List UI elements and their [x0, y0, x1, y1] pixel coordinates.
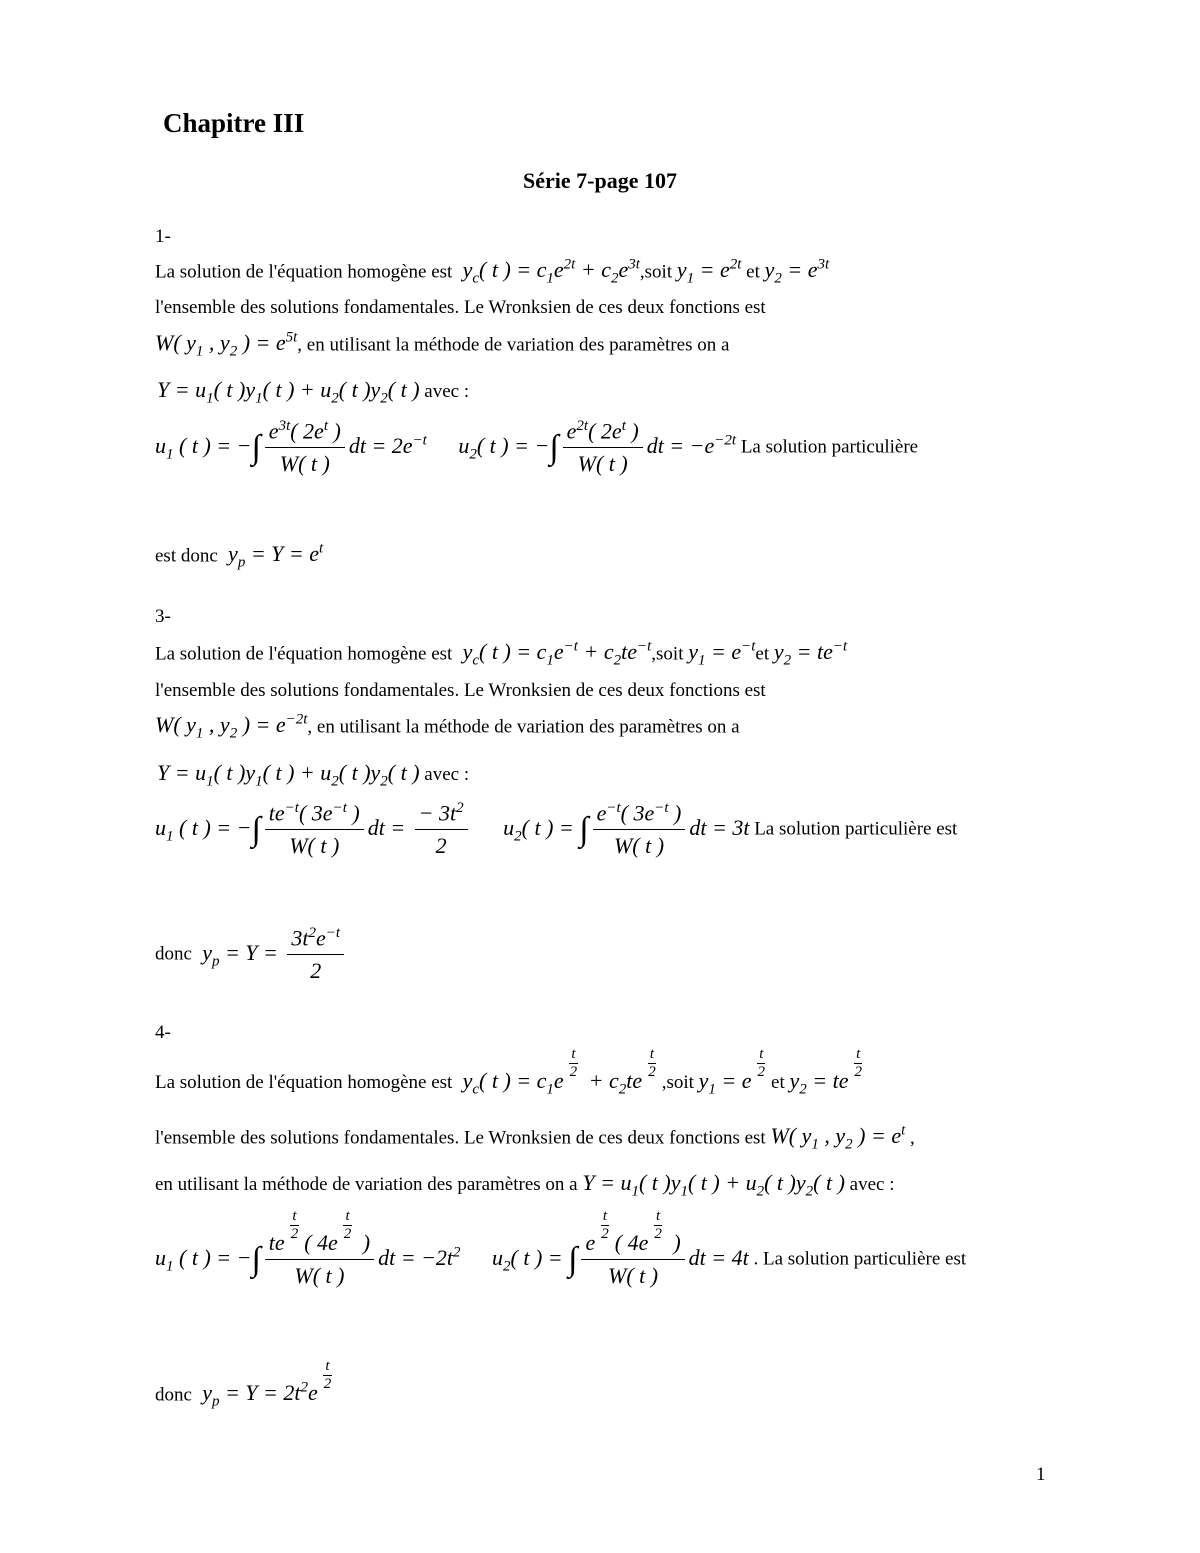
ex4-method-text: en utilisant la méthode de variation des paramètres on a [155, 1174, 578, 1195]
ex4-wronskian: W( $y_1$ , $y_2$ ) = $e^t$ [770, 1123, 906, 1153]
ex3-avec: avec : [424, 764, 470, 785]
exercise-3-line-4 [157, 760, 469, 790]
ex3-donc: donc [155, 943, 192, 965]
ex4-u2-formula: $u_2$( t ) = ∫ e $\frac{t}{2}$ ( 4e $\frac{t}{2}$ ) W( t ) dt = 4t [492, 1208, 749, 1288]
ex1-y1-formula: $y_1 = e^{2t}$ [676, 257, 742, 287]
exercise-3-number: 3- [155, 606, 171, 627]
ex4-y1-formula: $y_1 = e$ $\frac{t}{2}$ [698, 1046, 766, 1098]
page-number: 1 [1036, 1464, 1046, 1485]
ex4-particular-text: . La solution particulière est [753, 1248, 967, 1270]
ex1-u2-formula: $u_2$( t ) = −∫ $\frac{e^{2t}( 2e^t )}{W( t )}$ dt = $-e^{-2t}$ [458, 418, 737, 477]
ex1-Y-formula: $Y = u_1$( t )$y_1$( t ) + $u_2$( t )$y_2$( t ) [157, 377, 420, 407]
ex4-et: et [771, 1072, 785, 1093]
exercise-3-result [155, 925, 348, 984]
ex3-method-text: , en utilisant la méthode de variation des paramètres on a [307, 716, 740, 738]
exercise-3-integrals [155, 800, 957, 859]
exercise-4-line-2: l'ensemble des solutions fondamentales. Le Wronksien de ces deux fonctions est W( $y_1$ , $y_2$ ) = $e^t$ , [155, 1123, 915, 1153]
chapter-title: Chapitre III [163, 108, 305, 138]
ex4-u1-formula: $u_1$ ( t ) = −∫ te $\frac{t}{2}$ ( 4e $\frac{t}{2}$ ) W( t ) dt = $-2t^2$ [155, 1208, 461, 1288]
exercise-1-line-2: l'ensemble des solutions fondamentales. Le Wronksien de ces deux fonctions est [155, 297, 766, 318]
exercise-1-line-1 [155, 257, 829, 288]
exercise-1-line-3 [155, 330, 729, 361]
ex3-particular-text: La solution particulière est [754, 818, 958, 840]
ex1-y2-formula: $y_2 = e^{3t}$ [764, 257, 830, 287]
ex3-Y-formula: $Y = u_1$( t )$y_1$( t ) + $u_2$( t )$y_2$( t ) [157, 760, 420, 790]
ex3-homog-text: La solution de l'équation homogène est [155, 643, 453, 665]
ex4-y2-formula: $y_2$ = te $\frac{t}{2}$ [789, 1046, 862, 1098]
exercise-4-number: 4- [155, 1022, 171, 1043]
ex3-soit: ,soit [651, 643, 684, 665]
ex4-donc: donc [155, 1384, 192, 1406]
series-title-text: Série 7-page 107 [523, 168, 677, 193]
exercise-3-line-1 [155, 639, 847, 670]
ex3-u2-formula: $u_2$( t ) = ∫ $\frac{e^{-t}( 3e^{-t} )}{W( t )}$ dt = 3t [503, 800, 750, 859]
exercise-3-line-3 [155, 712, 740, 743]
ex4-homog-text: La solution de l'équation homogène est [155, 1072, 453, 1093]
series-title [0, 168, 1200, 194]
ex1-et: et [746, 261, 760, 283]
ex3-wronskian: W( $y_1$ , $y_2$ ) = $e^{-2t}$ [155, 712, 308, 742]
ex1-avec: avec : [424, 381, 470, 402]
ex1-wronskian: W( $y_1$ , $y_2$ ) = $e^{5t}$ [155, 330, 298, 360]
exercise-1-result [155, 541, 323, 572]
ex1-particular-text: La solution particulière [740, 436, 919, 458]
ex1-yp-formula: $y_p = Y = e^t$ [222, 541, 324, 571]
ex4-yp-formula: $y_p = Y = 2t^2e$ $\frac{t}{2}$ [196, 1358, 332, 1410]
ex1-estdonc: est donc [155, 545, 218, 567]
ex3-y2-formula: $y_2 = te^{-t}$ [773, 639, 848, 669]
ex3-u1-formula: $u_1$ ( t ) = −∫ $\frac{te^{-t}( 3e^{-t} )}{W( t )}$ dt = $\frac{- 3t^2}{2}$ [155, 815, 472, 840]
ex1-u1-formula: $u_1$ ( t ) = −∫ $\frac{e^{3t}( 2e^t )}{W( t )}$ dt = $2e^{-t}$ [155, 418, 427, 477]
ex4-yc-formula: $y_c$( t ) = $c_1e$ $\frac{t}{2}$ + $c_2te$ $\frac{t}{2}$ [457, 1046, 656, 1098]
ex3-yp-formula: $y_p = Y$ = $\frac{3t^2e^{-t}}{2}$ [197, 940, 348, 965]
exercise-4-line-1 [155, 1046, 868, 1098]
ex4-Y-formula: $Y = u_1$( t )$y_1$( t ) + $u_2$( t )$y_2$( t ) [582, 1170, 845, 1200]
exercise-1-number: 1- [155, 226, 171, 247]
exercise-4-result [155, 1358, 337, 1411]
exercise-3-line-2: l'ensemble des solutions fondamentales. Le Wronksien de ces deux fonctions est [155, 680, 766, 701]
ex1-soit: ,soit [639, 261, 673, 283]
ex4-avec: avec : [849, 1174, 895, 1195]
exercise-4-line-3 [155, 1170, 894, 1200]
exercise-4-integrals [155, 1208, 967, 1289]
ex1-yc-formula: $y_c$( t ) = $c_1e^{2t} + c_2e^{3t}$ [457, 257, 640, 287]
ex4-wronskien-text: l'ensemble des solutions fondamentales. Le Wronksien de ces deux fonctions est [155, 1127, 766, 1149]
ex1-method-text: , en utilisant la méthode de variation des paramètres on a [297, 334, 730, 356]
ex1-homog-text: La solution de l'équation homogène est [155, 261, 453, 283]
ex4-soit: ,soit [661, 1072, 694, 1093]
ex3-y1-formula: $y_1 = e^{-t}$ [688, 639, 756, 669]
ex3-yc-formula: $y_c$( t ) = $c_1e^{-t} + c_2te^{-t}$ [457, 639, 652, 669]
exercise-1-integrals [155, 418, 918, 477]
ex3-et: et [755, 643, 770, 665]
exercise-1-line-4 [157, 377, 469, 407]
